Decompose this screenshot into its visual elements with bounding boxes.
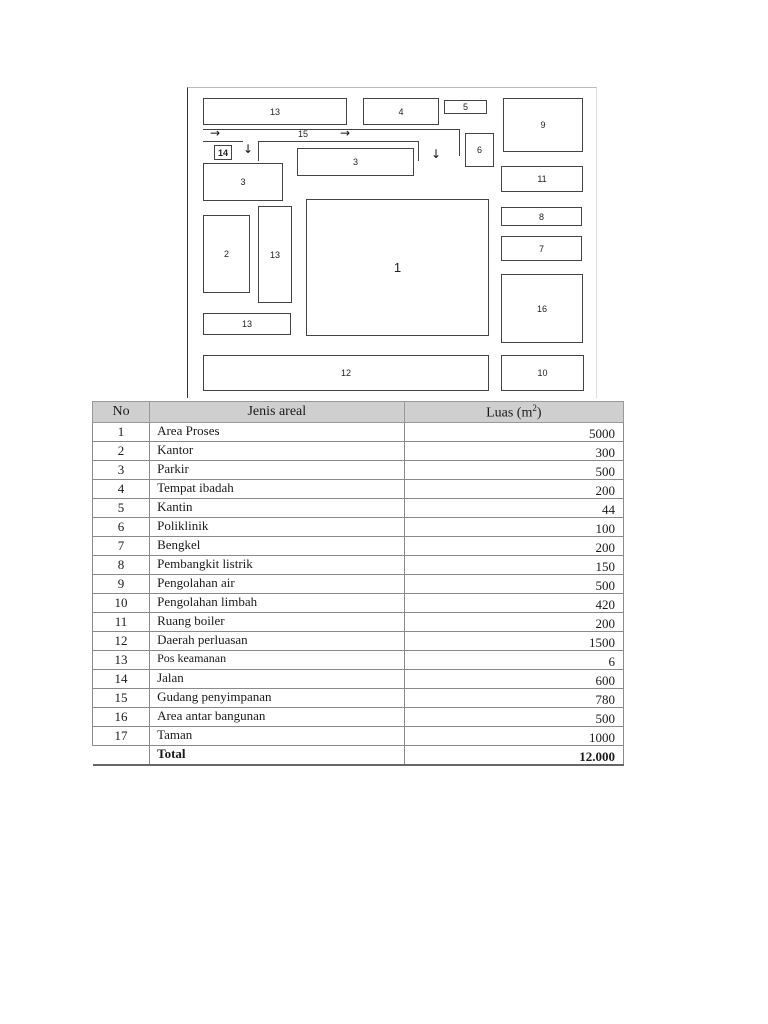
- row-jenis: Daerah perluasan: [150, 632, 404, 651]
- row-no: 14: [93, 670, 150, 689]
- row-luas: 1000: [404, 727, 623, 746]
- block-10: 10: [501, 355, 584, 391]
- table-row: [93, 537, 624, 556]
- road-15-drop-line: [258, 141, 259, 161]
- row-no: 9: [93, 575, 150, 594]
- table-row: [93, 689, 624, 708]
- row-no: 2: [93, 442, 150, 461]
- row-jenis: Gudang penyimpanan: [150, 689, 404, 708]
- arrow-right-icon: →: [210, 126, 221, 140]
- row-jenis: Area antar bangunan: [150, 708, 404, 727]
- row-luas: 200: [404, 613, 623, 632]
- row-luas: 300: [404, 442, 623, 461]
- block-7: 7: [501, 236, 582, 261]
- block-13-low: 13: [203, 313, 291, 335]
- block-3-center: 3: [297, 148, 414, 176]
- header-no: No: [93, 402, 150, 423]
- table-row: [93, 556, 624, 575]
- row-jenis: Ruang boiler: [150, 613, 404, 632]
- row-jenis: Jalan: [150, 670, 404, 689]
- row-luas: 200: [404, 480, 623, 499]
- row-no: 12: [93, 632, 150, 651]
- road-15-right-line: [459, 129, 460, 156]
- total-label: Total: [150, 746, 404, 765]
- block-1: 1: [306, 199, 489, 336]
- row-luas: 600: [404, 670, 623, 689]
- row-jenis: Pengolahan limbah: [150, 594, 404, 613]
- table-row: [93, 613, 624, 632]
- block-4: 4: [363, 98, 439, 125]
- table-row: [93, 499, 624, 518]
- row-jenis: Pos keamanan: [150, 651, 404, 670]
- row-no: 17: [93, 727, 150, 746]
- block-11: 11: [501, 166, 583, 192]
- row-no: 15: [93, 689, 150, 708]
- row-no: 4: [93, 480, 150, 499]
- table-row: [93, 442, 624, 461]
- table-row: [93, 651, 624, 670]
- road-15-drop-line-2: [418, 141, 419, 161]
- block-5: 5: [444, 100, 487, 114]
- table-row: [93, 708, 624, 727]
- row-luas: 150: [404, 556, 623, 575]
- row-luas: 500: [404, 575, 623, 594]
- table-row: [93, 727, 624, 746]
- table-row: [93, 518, 624, 537]
- road-15-left-line: [203, 141, 243, 142]
- site-plan: [187, 87, 597, 398]
- header-jenis: Jenis areal: [150, 402, 404, 423]
- row-luas: 1500: [404, 632, 623, 651]
- block-16: 16: [501, 274, 583, 343]
- arrow-right-icon: →: [340, 126, 351, 140]
- row-jenis: Parkir: [150, 461, 404, 480]
- block-13-top: 13: [203, 98, 347, 125]
- row-jenis: Kantin: [150, 499, 404, 518]
- road-15-bottom-line: [258, 141, 418, 142]
- row-jenis: Tempat ibadah: [150, 480, 404, 499]
- row-no: 11: [93, 613, 150, 632]
- row-no: 3: [93, 461, 150, 480]
- row-jenis: Pembangkit listrik: [150, 556, 404, 575]
- row-luas: 6: [404, 651, 623, 670]
- table-header-row: [93, 402, 624, 423]
- row-jenis: Bengkel: [150, 537, 404, 556]
- table-row: [93, 632, 624, 651]
- row-luas: 500: [404, 461, 623, 480]
- block-9: 9: [503, 98, 583, 152]
- row-no: 10: [93, 594, 150, 613]
- table-row: [93, 480, 624, 499]
- area-table: [92, 401, 624, 766]
- block-8: 8: [501, 207, 582, 226]
- row-luas: 5000: [404, 423, 623, 442]
- block-6: 6: [465, 133, 494, 167]
- row-no: 16: [93, 708, 150, 727]
- row-luas: 780: [404, 689, 623, 708]
- block-3-left: 3: [203, 163, 283, 201]
- row-luas: 200: [404, 537, 623, 556]
- table-row: [93, 423, 624, 442]
- row-no: 8: [93, 556, 150, 575]
- table-row: [93, 670, 624, 689]
- row-jenis: Taman: [150, 727, 404, 746]
- total-value: 12.000: [404, 746, 623, 765]
- row-jenis: Poliklinik: [150, 518, 404, 537]
- row-no: 5: [93, 499, 150, 518]
- arrow-down-icon: ↓: [431, 147, 442, 161]
- table-row: [93, 594, 624, 613]
- header-luas: Luas $(m^2)$: [404, 402, 623, 423]
- table-row: [93, 461, 624, 480]
- block-14: 14: [214, 145, 232, 160]
- row-luas: 44: [404, 499, 623, 518]
- row-no: 13: [93, 651, 150, 670]
- row-no: 1: [93, 423, 150, 442]
- row-jenis: Kantor: [150, 442, 404, 461]
- row-no: 7: [93, 537, 150, 556]
- row-jenis: Area Proses: [150, 423, 404, 442]
- row-luas: 500: [404, 708, 623, 727]
- row-no: 6: [93, 518, 150, 537]
- label-15: 15: [297, 129, 308, 139]
- block-12: 12: [203, 355, 489, 391]
- block-2: 2: [203, 215, 250, 293]
- road-15-top-line: [203, 129, 460, 130]
- block-13-mid: 13: [258, 206, 292, 303]
- table-row: [93, 575, 624, 594]
- row-luas: 420: [404, 594, 623, 613]
- total-no-cell: [93, 746, 150, 765]
- arrow-down-icon: ↓: [243, 142, 254, 156]
- table-total-row: [93, 746, 624, 765]
- row-jenis: Pengolahan air: [150, 575, 404, 594]
- row-luas: 100: [404, 518, 623, 537]
